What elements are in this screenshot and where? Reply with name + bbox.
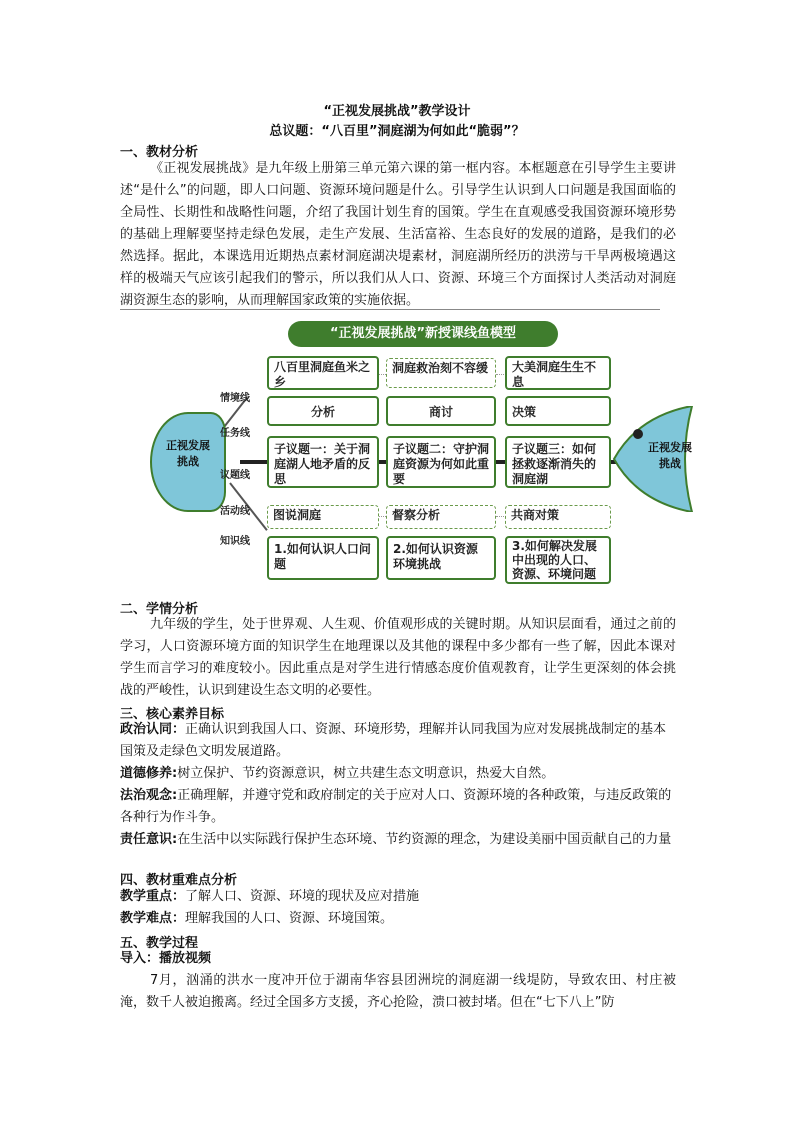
row-label-2: 任务线 (220, 428, 250, 439)
section-3-heading: 三、核心素养目标 (120, 707, 225, 722)
goal-2-text: 树立保护、节约资源意识，树立共建生态文明意识，热爱大自然。 (177, 766, 555, 781)
key-point-text: 了解人口、资源、环境的现状及应对措施 (185, 889, 420, 904)
section-5-heading: 五、教学过程 (120, 936, 199, 951)
box-task-3: 决策 (505, 396, 611, 426)
goal-4-text: 在生活中以实际践行保护生态环境、节约资源的理念，为建设美丽中国贡献自己的力量 (177, 832, 672, 847)
doc-title: “正视发展挑战”教学设计 (323, 104, 471, 119)
goal-4 (120, 829, 676, 851)
section-2-paragraph (120, 614, 676, 702)
row-label-3: 议题线 (220, 470, 250, 481)
box-scene-1: 八百里洞庭鱼米之乡 (267, 356, 379, 390)
section-1-text: 《正视发展挑战》是九年级上册第三单元第六课的第一框内容。本框题意在引导学生主要讲述“是什么”的问题，即人口问题、资源环境问题是什么。引导学生认识到人口问题是我国面临的全局性、长期性和战略性问题，介绍了我国计划生育的国策。学生在直观感受我国资源环境形势的基础上理解要坚持走绿色发展，走生产发展、生活富裕、生态良好的发展的道路，是我们的必然选择。据此，本课选用近期热点素材洞庭湖决堤素材，洞庭湖所经历的洪涝与干旱两极境遇这样的极端天气应该引起我们的警示，所以我们从人口、资源、环境三个方面探讨人类活动对洞庭湖资源生态的影响，从而理解国家政策的实施依据。 (120, 161, 676, 308)
intro-paragraph-text: 7月，汹涌的洪水一度冲开位于湖南华容县团洲垸的洞庭湖一线堤防，导致农田、村庄被淹，数千人被迫搬离。经过全国多方支援，齐心抢险，溃口被封堵。但在“七下八上”防 (120, 973, 676, 1010)
section-2-heading: 二、学情分析 (120, 602, 199, 617)
box-knowledge-1: 1.如何认识人口问题 (267, 536, 379, 580)
intro-text: 播放视频 (159, 951, 212, 966)
fishbone-diagram (150, 316, 692, 590)
goal-4-label: 责任意识: (120, 832, 178, 847)
difficulty-label: 教学难点： (120, 911, 186, 926)
diagram-banner: “正视发展挑战”新授课线鱼模型 (288, 321, 558, 347)
box-activity-2: 督察分析 (386, 505, 496, 529)
box-scene-2: 洞庭救治刻不容缓 (386, 358, 496, 388)
intro-line (120, 948, 676, 970)
key-point-label: 教学重点： (120, 889, 186, 904)
intro-paragraph (120, 970, 676, 1014)
row-label-5: 知识线 (220, 536, 250, 547)
difficulty-point (120, 908, 676, 930)
box-activity-3: 共商对策 (505, 505, 611, 529)
fish-head-label: 正视发展挑战 (166, 439, 210, 468)
goal-1 (120, 719, 676, 763)
intro-label: 导入： (120, 951, 160, 966)
fish-tail-label: 正视发展挑战 (648, 441, 692, 470)
box-scene-3: 大美洞庭生生不息 (505, 356, 611, 390)
box-activity-1: 图说洞庭 (267, 505, 379, 529)
divider-line (120, 309, 660, 310)
box-knowledge-3: 3.如何解决发展中出现的人口、资源、环境问题 (505, 536, 611, 584)
box-topic-2: 子议题二：守护洞庭资源为何如此重要 (386, 436, 496, 488)
goal-1-label: 政治认同： (120, 722, 186, 737)
box-task-2: 商讨 (386, 396, 496, 426)
row-label-1: 情境线 (220, 393, 250, 404)
doc-subtitle: 总议题：“八百里”洞庭湖为何如此“脆弱”？ (269, 124, 525, 139)
box-topic-1: 子议题一：关于洞庭湖人地矛盾的反思 (267, 436, 379, 488)
section-2-text: 九年级的学生，处于世界观、人生观、价值观形成的关键时期。从知识层面看，通过之前的学习，人口资源环境方面的知识学生在地理课以及其他的课程中多少都有一些了解，因此本课对学生而言学习的难度较小。因此重点是对学生进行情感态度价值观教育，让学生更深刻的体会挑战的严峻性，认识到建设生态文明的必要性。 (120, 617, 676, 698)
section-1-paragraph (120, 158, 676, 312)
box-task-1: 分析 (267, 396, 379, 426)
goal-2-label: 道德修养: (120, 766, 178, 781)
difficulty-text: 理解我国的人口、资源、环境国策。 (185, 911, 394, 926)
box-topic-3: 子议题三：如何拯救逐渐消失的洞庭湖 (505, 436, 611, 488)
goal-3 (120, 785, 676, 829)
row-label-4: 活动线 (220, 506, 250, 517)
section-4-heading: 四、教材重难点分析 (120, 873, 238, 888)
section-1-heading: 一、教材分析 (120, 145, 199, 160)
box-knowledge-2: 2.如何认识资源环境挑战 (386, 536, 496, 580)
goal-1-text: 正确认识到我国人口、资源、环境形势，理解并认同我国为应对发展挑战制定的基本国策及走绿色文明发展道路。 (120, 722, 667, 759)
key-point (120, 886, 676, 908)
goal-3-label: 法治观念: (120, 788, 178, 803)
goal-2 (120, 763, 676, 785)
goal-3-text: 正确理解，并遵守党和政府制定的关于应对人口、资源环境的各种政策，与违反政策的各种行为作斗争。 (120, 788, 672, 825)
